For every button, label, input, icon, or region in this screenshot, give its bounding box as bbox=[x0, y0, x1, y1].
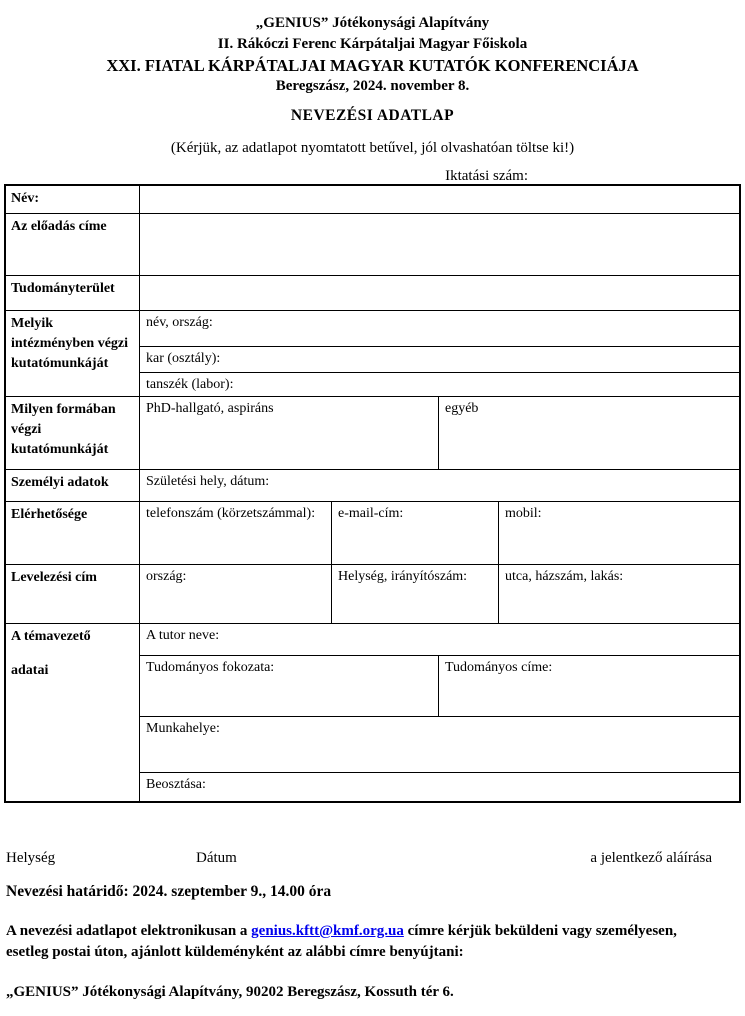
birth-place-date-caption: Születési hely, dátum: bbox=[146, 474, 270, 489]
conference-place-date: Beregszász, 2024. november 8. bbox=[275, 78, 470, 94]
email-link[interactable]: genius.kftt@kmf.org.ua bbox=[251, 923, 404, 939]
email-cell[interactable] bbox=[332, 502, 499, 564]
fill-instruction: (Kérjük, az adatlapot nyomtatott betűvel, jól olvashatóan töltse ki!) bbox=[170, 140, 575, 156]
signature-date-label: Dátum bbox=[196, 850, 237, 866]
supervisor-label-line1: A témavezető bbox=[11, 629, 91, 644]
form-title: NEVEZÉSI ADATLAP bbox=[290, 107, 455, 124]
conference-title: XXI. FIATAL KÁRPÁTALJAI MAGYAR KUTATÓK KONFERENCIÁJA bbox=[106, 56, 639, 75]
table-row-contact bbox=[6, 501, 739, 564]
contact-label: Elérhetősége bbox=[6, 502, 140, 564]
degree-caption: Tudományos fokozata: bbox=[146, 660, 275, 675]
table-row-personal-data bbox=[6, 469, 739, 501]
email-caption: e-mail-cím: bbox=[338, 506, 404, 521]
phd-option-caption: PhD-hallgató, aspiráns bbox=[146, 401, 274, 416]
institution-department-caption: tanszék (labor): bbox=[146, 377, 234, 392]
document-header bbox=[0, 13, 745, 186]
table-row-mailing-address bbox=[6, 564, 739, 623]
city-zip-cell[interactable] bbox=[332, 565, 499, 623]
table-row-institution bbox=[6, 310, 739, 396]
mobile-cell[interactable] bbox=[499, 502, 739, 564]
institution-country-cell[interactable] bbox=[140, 311, 739, 346]
talk-title-label: Az előadás címe bbox=[6, 214, 140, 275]
org-name: „GENIUS” Jótékonysági Alapítvány bbox=[255, 15, 490, 31]
table-row-name bbox=[6, 186, 739, 213]
degree-cell[interactable] bbox=[140, 656, 439, 716]
registry-number-row bbox=[0, 166, 745, 186]
position-caption: Beosztása: bbox=[146, 777, 206, 792]
institution-country-caption: név, ország: bbox=[146, 315, 213, 330]
supervisor-label bbox=[6, 624, 140, 801]
supervisor-label-line2: adatai bbox=[11, 663, 49, 678]
institution-label: Melyik intézményben végzi kutatómunkáját bbox=[6, 311, 140, 396]
applicant-signature-label: a jelentkező aláírása bbox=[590, 850, 712, 866]
science-field-input-cell[interactable] bbox=[140, 276, 739, 310]
other-option-cell[interactable] bbox=[439, 397, 739, 469]
position-cell[interactable] bbox=[140, 772, 739, 801]
science-field-label: Tudományterület bbox=[6, 276, 140, 310]
college-name: II. Rákóczi Ferenc Kárpátaljai Magyar Főiskola bbox=[217, 36, 528, 52]
mobile-caption: mobil: bbox=[505, 506, 542, 521]
submission-text-before: A nevezési adatlapot elektronikusan a bbox=[6, 923, 252, 939]
table-row-science-field bbox=[6, 275, 739, 310]
registry-number-label: Iktatási szám: bbox=[445, 168, 528, 184]
deadline-text: Nevezési határidő: 2024. szeptember 9., 14.00 óra bbox=[6, 883, 332, 900]
other-option-caption: egyéb bbox=[445, 401, 479, 416]
submission-instructions bbox=[6, 921, 696, 963]
table-row-talk-title bbox=[6, 213, 739, 275]
mailing-address-label: Levelezési cím bbox=[6, 565, 140, 623]
country-cell[interactable] bbox=[140, 565, 332, 623]
city-zip-caption: Helység, irányítószám: bbox=[338, 569, 468, 584]
workplace-cell[interactable] bbox=[140, 716, 739, 772]
birth-place-date-cell[interactable] bbox=[140, 470, 739, 501]
table-row-supervisor bbox=[6, 623, 739, 801]
institution-department-cell[interactable] bbox=[140, 372, 739, 396]
workplace-caption: Munkahelye: bbox=[146, 721, 220, 736]
supervisor-degree-title-row bbox=[140, 655, 739, 716]
street-cell[interactable] bbox=[499, 565, 739, 623]
tutor-name-cell[interactable] bbox=[140, 624, 739, 655]
submission-text-after: címre kérjük beküldeni vagy személyesen, esetleg postai úton, ajánlott küldeményként az alábbi címre benyújtani: bbox=[6, 923, 677, 960]
institution-faculty-caption: kar (osztály): bbox=[146, 351, 221, 366]
name-input-cell[interactable] bbox=[140, 186, 739, 213]
talk-title-input-cell[interactable] bbox=[140, 214, 739, 275]
research-form-label: Milyen formában végzi kutatómunkáját bbox=[6, 397, 140, 469]
foundation-address: „GENIUS” Jótékonysági Alapítvány, 90202 Beregszász, Kossuth tér 6. bbox=[6, 984, 454, 1000]
scientific-title-caption: Tudományos címe: bbox=[445, 660, 553, 675]
phd-option-cell[interactable] bbox=[140, 397, 439, 469]
tutor-name-caption: A tutor neve: bbox=[146, 628, 220, 643]
personal-data-label: Személyi adatok bbox=[6, 470, 140, 501]
phone-cell[interactable] bbox=[140, 502, 332, 564]
institution-faculty-cell[interactable] bbox=[140, 346, 739, 372]
table-row-research-form bbox=[6, 396, 739, 469]
registration-form-table bbox=[4, 184, 741, 803]
country-caption: ország: bbox=[146, 569, 187, 584]
street-caption: utca, házszám, lakás: bbox=[505, 569, 624, 584]
phone-caption: telefonszám (körzetszámmal): bbox=[146, 506, 316, 521]
scientific-title-cell[interactable] bbox=[439, 656, 739, 716]
signature-place-label: Helység bbox=[6, 850, 56, 866]
name-label: Név: bbox=[6, 186, 140, 213]
